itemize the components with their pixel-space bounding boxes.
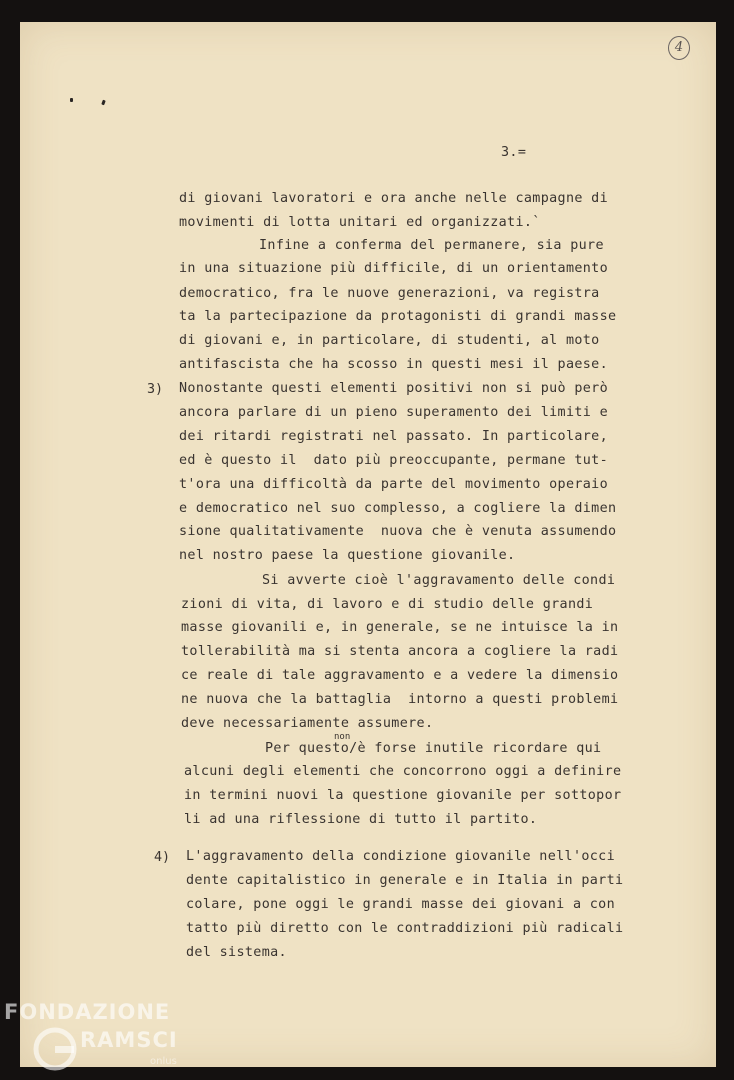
- text-line: di giovani lavoratori e ora anche nelle campagne di: [179, 191, 609, 206]
- point-number: 4): [154, 850, 171, 865]
- text-line: L'aggravamento della condizione giovanile nell'occi: [186, 849, 616, 864]
- text-line: del sistema.: [186, 945, 287, 960]
- text-line: dente capitalistico in generale e in Italia in parti: [186, 873, 624, 888]
- page-marker: 3.=: [501, 145, 527, 160]
- interlinear-correction: non: [334, 732, 351, 742]
- text-line: Si avverte cioè l'aggravamento delle condi: [262, 573, 616, 588]
- text-line: e democratico nel suo complesso, a cogliere la dimen: [179, 501, 617, 516]
- text-line: antifascista che ha scosso in questi mesi il paese.: [179, 357, 609, 372]
- text-line: Nonostante questi elementi positivi non si può però: [179, 381, 609, 396]
- text-line: democratico, fra le nuove generazioni, va registra: [179, 286, 600, 301]
- text-line: ta la partecipazione da protagonisti di grandi masse: [179, 309, 617, 324]
- watermark-line2: RAMSCI: [80, 1028, 178, 1052]
- text-line: t'ora una difficoltà da parte del movimento operaio: [179, 477, 609, 492]
- text-line: li ad una riflessione di tutto il partito.: [184, 812, 538, 827]
- text-line: deve necessariamente assumere.: [181, 716, 434, 731]
- watermark-line1: FONDAZIONE: [4, 1000, 171, 1024]
- text-line: dei ritardi registrati nel passato. In particolare,: [179, 429, 609, 444]
- text-line: ancora parlare di un pieno superamento dei limiti e: [179, 405, 609, 420]
- document-page: [20, 22, 716, 1067]
- watermark-onlus: onlus: [150, 1056, 177, 1067]
- text-line: ce reale di tale aggravamento e a vedere la dimensio: [181, 668, 619, 683]
- text-line: ne nuova che la battaglia intorno a questi problemi: [181, 692, 619, 707]
- text-line: alcuni degli elementi che concorrono oggi a definire: [184, 764, 622, 779]
- text-line: in termini nuovi la questione giovanile per sottopor: [184, 788, 622, 803]
- fondazione-gramsci-watermark: [4, 1000, 204, 1078]
- ink-speck: [101, 100, 106, 106]
- text-line: zioni di vita, di lavoro e di studio delle grandi: [181, 597, 594, 612]
- archive-page-annotation: 4: [668, 36, 690, 60]
- text-line: tollerabilità ma si stenta ancora a cogliere la radi: [181, 644, 619, 659]
- text-line: masse giovanili e, in generale, se ne intuisce la in: [181, 620, 619, 635]
- text-line: in una situazione più difficile, di un orientamento: [179, 261, 609, 276]
- text-line: sione qualitativamente nuova che è venuta assumendo: [179, 524, 617, 539]
- gramsci-g-logo-icon: [30, 1024, 80, 1074]
- text-line: ed è questo il dato più preoccupante, permane tut-: [179, 453, 609, 468]
- text-line: di giovani e, in particolare, di studenti, al moto: [179, 333, 600, 348]
- ink-speck: [70, 98, 73, 102]
- text-line: Per questo/è forse inutile ricordare qui: [265, 741, 602, 756]
- text-line: Infine a conferma del permanere, sia pure: [259, 238, 604, 253]
- point-number: 3): [147, 382, 164, 397]
- text-line: colare, pone oggi le grandi masse dei giovani a con: [186, 897, 616, 912]
- text-line: tatto più diretto con le contraddizioni più radicali: [186, 921, 624, 936]
- text-line: nel nostro paese la questione giovanile.: [179, 548, 516, 563]
- text-line: movimenti di lotta unitari ed organizzati.`: [179, 215, 541, 230]
